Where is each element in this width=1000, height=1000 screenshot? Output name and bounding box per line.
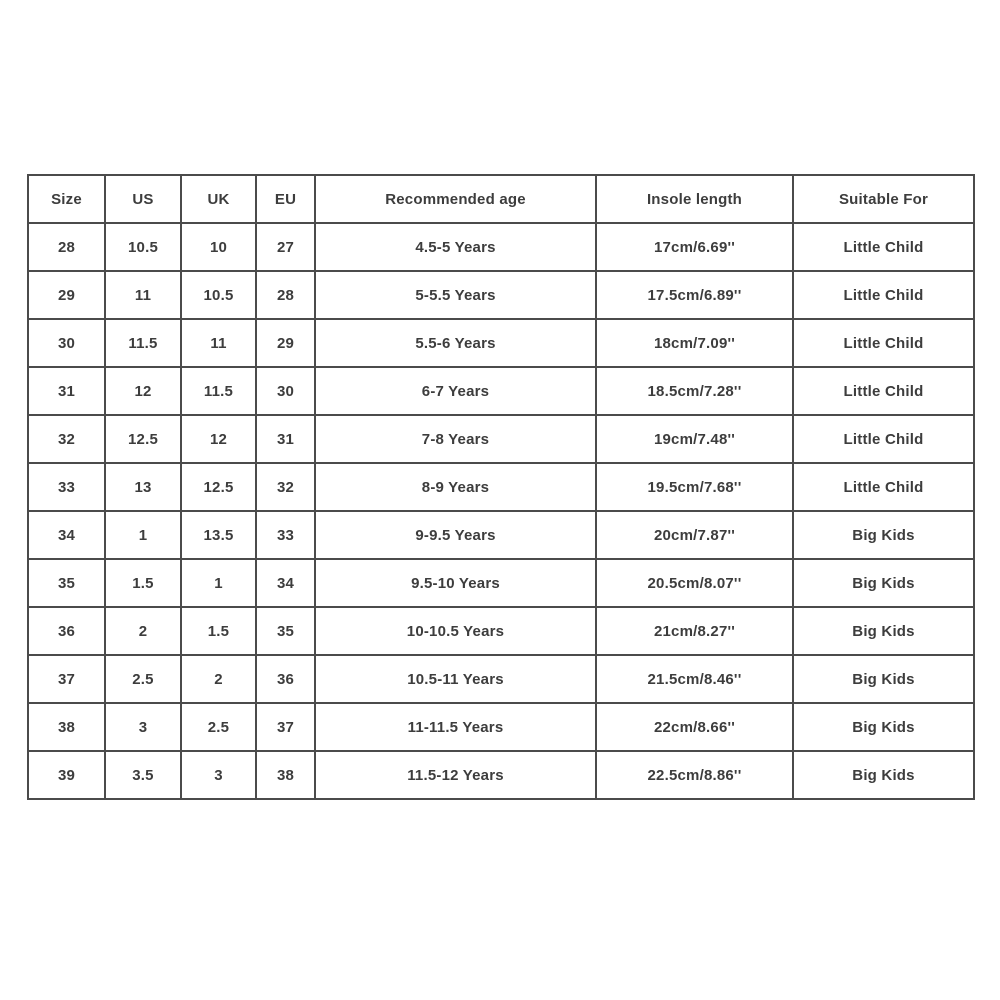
table-cell: 35 xyxy=(256,607,315,655)
table-cell: 7-8 Years xyxy=(315,415,596,463)
table-cell: 27 xyxy=(256,223,315,271)
table-cell: 36 xyxy=(256,655,315,703)
table-row xyxy=(28,367,974,415)
table-cell: 3 xyxy=(105,703,181,751)
table-cell: 17cm/6.69'' xyxy=(596,223,793,271)
table-cell: 32 xyxy=(256,463,315,511)
table-cell: 1 xyxy=(181,559,256,607)
table-cell: 5-5.5 Years xyxy=(315,271,596,319)
table-cell: 35 xyxy=(28,559,105,607)
table-cell: 2.5 xyxy=(181,703,256,751)
table-cell: 39 xyxy=(28,751,105,799)
table-row xyxy=(28,415,974,463)
table-cell: Big Kids xyxy=(793,703,974,751)
table-cell: 12.5 xyxy=(105,415,181,463)
table-cell: 3 xyxy=(181,751,256,799)
table-row xyxy=(28,559,974,607)
table-cell: Big Kids xyxy=(793,511,974,559)
table-row xyxy=(28,463,974,511)
table-cell: Little Child xyxy=(793,223,974,271)
size-chart-container xyxy=(27,174,973,800)
table-cell: 10.5-11 Years xyxy=(315,655,596,703)
table-cell: 6-7 Years xyxy=(315,367,596,415)
table-cell: 2 xyxy=(181,655,256,703)
table-row xyxy=(28,223,974,271)
table-cell: 30 xyxy=(256,367,315,415)
table-cell: Little Child xyxy=(793,463,974,511)
table-cell: 38 xyxy=(256,751,315,799)
table-cell: 20.5cm/8.07'' xyxy=(596,559,793,607)
table-cell: 29 xyxy=(28,271,105,319)
table-cell: 2.5 xyxy=(105,655,181,703)
table-cell: 9.5-10 Years xyxy=(315,559,596,607)
table-body xyxy=(28,223,974,799)
table-cell: 32 xyxy=(28,415,105,463)
table-cell: 12 xyxy=(181,415,256,463)
table-cell: 12 xyxy=(105,367,181,415)
table-cell: Little Child xyxy=(793,367,974,415)
table-cell: 11.5-12 Years xyxy=(315,751,596,799)
table-cell: 33 xyxy=(256,511,315,559)
table-cell: 18cm/7.09'' xyxy=(596,319,793,367)
table-cell: 10.5 xyxy=(181,271,256,319)
table-cell: 38 xyxy=(28,703,105,751)
table-cell: Big Kids xyxy=(793,559,974,607)
column-header: US xyxy=(105,175,181,223)
table-cell: 30 xyxy=(28,319,105,367)
table-header xyxy=(28,175,974,223)
table-cell: 19.5cm/7.68'' xyxy=(596,463,793,511)
table-row xyxy=(28,751,974,799)
size-chart-table xyxy=(27,174,975,800)
table-cell: 2 xyxy=(105,607,181,655)
table-cell: 11 xyxy=(181,319,256,367)
table-cell: 13 xyxy=(105,463,181,511)
table-cell: 34 xyxy=(28,511,105,559)
column-header: Recommended age xyxy=(315,175,596,223)
table-cell: 1.5 xyxy=(181,607,256,655)
column-header: Size xyxy=(28,175,105,223)
table-cell: 29 xyxy=(256,319,315,367)
table-cell: 11.5 xyxy=(105,319,181,367)
table-cell: 18.5cm/7.28'' xyxy=(596,367,793,415)
table-cell: 17.5cm/6.89'' xyxy=(596,271,793,319)
table-cell: 11.5 xyxy=(181,367,256,415)
header-row xyxy=(28,175,974,223)
table-cell: 22cm/8.66'' xyxy=(596,703,793,751)
table-cell: Little Child xyxy=(793,271,974,319)
table-cell: 31 xyxy=(28,367,105,415)
table-cell: 37 xyxy=(28,655,105,703)
table-cell: Little Child xyxy=(793,319,974,367)
table-cell: 10.5 xyxy=(105,223,181,271)
column-header: Insole length xyxy=(596,175,793,223)
column-header: EU xyxy=(256,175,315,223)
table-cell: 34 xyxy=(256,559,315,607)
table-cell: 11 xyxy=(105,271,181,319)
table-cell: 9-9.5 Years xyxy=(315,511,596,559)
column-header: UK xyxy=(181,175,256,223)
table-cell: 5.5-6 Years xyxy=(315,319,596,367)
table-row xyxy=(28,655,974,703)
table-row xyxy=(28,607,974,655)
table-cell: Little Child xyxy=(793,415,974,463)
table-cell: 13.5 xyxy=(181,511,256,559)
table-cell: 11-11.5 Years xyxy=(315,703,596,751)
table-cell: 10-10.5 Years xyxy=(315,607,596,655)
table-cell: Big Kids xyxy=(793,655,974,703)
table-cell: 12.5 xyxy=(181,463,256,511)
table-cell: 1.5 xyxy=(105,559,181,607)
table-cell: 37 xyxy=(256,703,315,751)
table-cell: 21cm/8.27'' xyxy=(596,607,793,655)
table-cell: 22.5cm/8.86'' xyxy=(596,751,793,799)
table-cell: 21.5cm/8.46'' xyxy=(596,655,793,703)
table-cell: 8-9 Years xyxy=(315,463,596,511)
table-cell: 20cm/7.87'' xyxy=(596,511,793,559)
table-cell: 1 xyxy=(105,511,181,559)
table-cell: 4.5-5 Years xyxy=(315,223,596,271)
column-header: Suitable For xyxy=(793,175,974,223)
table-cell: 28 xyxy=(256,271,315,319)
table-cell: 3.5 xyxy=(105,751,181,799)
table-cell: Big Kids xyxy=(793,751,974,799)
table-row xyxy=(28,319,974,367)
table-cell: Big Kids xyxy=(793,607,974,655)
table-row xyxy=(28,703,974,751)
table-row xyxy=(28,271,974,319)
table-cell: 31 xyxy=(256,415,315,463)
table-cell: 28 xyxy=(28,223,105,271)
table-cell: 10 xyxy=(181,223,256,271)
table-row xyxy=(28,511,974,559)
table-cell: 19cm/7.48'' xyxy=(596,415,793,463)
table-cell: 33 xyxy=(28,463,105,511)
table-cell: 36 xyxy=(28,607,105,655)
